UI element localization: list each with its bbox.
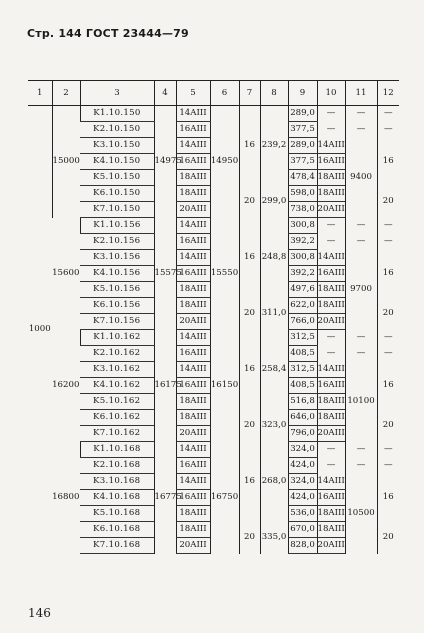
- mark-code: K7.10.162: [80, 426, 154, 442]
- page-header: Стр. 144 ГОСТ 23444—79: [27, 27, 189, 40]
- col12-value: 20: [377, 298, 399, 330]
- mass-value: 622,0: [288, 298, 317, 314]
- rebar-main: 20AIII: [176, 538, 210, 554]
- group-length-b: 16175: [154, 330, 176, 442]
- rebar-extra: 20AIII: [317, 538, 345, 554]
- reinforcement-table: [28, 80, 399, 554]
- col-header-8: 8: [260, 81, 288, 106]
- col11-dash: —: [345, 106, 377, 122]
- mass-value: 300,8: [288, 250, 317, 266]
- col12-value: 20: [377, 410, 399, 442]
- mark-code: K7.10.168: [80, 538, 154, 554]
- sub-value: 248,8: [260, 218, 288, 298]
- mass-value: 312,5: [288, 362, 317, 378]
- col11-dash: —: [345, 458, 377, 474]
- group-length-b: 14975: [154, 106, 176, 218]
- mass-value: 536,0: [288, 506, 317, 522]
- rebar-extra: —: [317, 218, 345, 234]
- rebar-extra: 14AIII: [317, 138, 345, 154]
- page-number: 146: [28, 606, 51, 620]
- col12-dash: —: [377, 346, 399, 362]
- rebar-extra: —: [317, 106, 345, 122]
- sub-diameter: 20: [239, 186, 260, 218]
- rebar-extra: 20AIII: [317, 426, 345, 442]
- sub-value: 311,0: [260, 298, 288, 330]
- col-header-10: 10: [317, 81, 345, 106]
- mark-code: K5.10.150: [80, 170, 154, 186]
- rebar-main: 16AIII: [176, 154, 210, 170]
- mass-value: 324,0: [288, 442, 317, 458]
- col1-value: 1000: [28, 324, 51, 335]
- col11-dash: —: [345, 346, 377, 362]
- group-length-c: 16150: [210, 330, 239, 442]
- col11-dash: —: [345, 330, 377, 346]
- mark-code: K2.10.150: [80, 122, 154, 138]
- col11-dash: —: [345, 122, 377, 138]
- col-header-4: 4: [154, 81, 176, 106]
- col12-value: 16: [377, 138, 399, 186]
- mark-code: K6.10.162: [80, 410, 154, 426]
- group-length-c: 14950: [210, 106, 239, 218]
- rebar-main: 18AIII: [176, 186, 210, 202]
- mark-code: K2.10.162: [80, 346, 154, 362]
- mark-code: K2.10.168: [80, 458, 154, 474]
- mass-value: 516,8: [288, 394, 317, 410]
- col12-value: 20: [377, 186, 399, 218]
- col-header-9: 9: [288, 81, 317, 106]
- rebar-extra: 18AIII: [317, 186, 345, 202]
- col11-value: 10100: [345, 362, 377, 442]
- col11-dash: —: [345, 234, 377, 250]
- mark-code: K4.10.162: [80, 378, 154, 394]
- col-header-11: 11: [345, 81, 377, 106]
- rebar-main: 18AIII: [176, 506, 210, 522]
- rebar-main: 16AIII: [176, 234, 210, 250]
- col12-dash: —: [377, 442, 399, 458]
- table-row: [28, 218, 399, 234]
- rebar-main: 14AIII: [176, 106, 210, 122]
- mass-value: 377,5: [288, 122, 317, 138]
- rebar-extra: 18AIII: [317, 506, 345, 522]
- mass-value: 289,0: [288, 138, 317, 154]
- rebar-main: 18AIII: [176, 282, 210, 298]
- mark-code: K6.10.156: [80, 298, 154, 314]
- mark-code: K1.10.156: [80, 218, 154, 234]
- group-length-c: 16750: [210, 442, 239, 554]
- mass-value: 766,0: [288, 314, 317, 330]
- sub-diameter: 20: [239, 410, 260, 442]
- mass-value: 324,0: [288, 474, 317, 490]
- rebar-extra: 18AIII: [317, 282, 345, 298]
- rebar-main: 14AIII: [176, 362, 210, 378]
- col12-value: 20: [377, 522, 399, 554]
- rebar-extra: —: [317, 458, 345, 474]
- col11-dash: —: [345, 442, 377, 458]
- mass-value: 796,0: [288, 426, 317, 442]
- rebar-main: 14AIII: [176, 138, 210, 154]
- mass-value: 497,6: [288, 282, 317, 298]
- rebar-main: 18AIII: [176, 170, 210, 186]
- mark-code: K5.10.168: [80, 506, 154, 522]
- col12-dash: —: [377, 458, 399, 474]
- rebar-extra: 16AIII: [317, 378, 345, 394]
- rebar-main: 16AIII: [176, 378, 210, 394]
- group-length-a: 16800: [52, 492, 80, 502]
- col-header-6: 6: [210, 81, 239, 106]
- rebar-extra: 16AIII: [317, 266, 345, 282]
- rebar-main: 16AIII: [176, 122, 210, 138]
- col11-value: 10500: [345, 474, 377, 554]
- group-length-a: 15000: [52, 106, 80, 218]
- rebar-extra: 18AIII: [317, 410, 345, 426]
- mass-value: 478,4: [288, 170, 317, 186]
- col11-dash: —: [345, 218, 377, 234]
- mark-code: K1.10.162: [80, 330, 154, 346]
- mass-value: 670,0: [288, 522, 317, 538]
- rebar-extra: 14AIII: [317, 362, 345, 378]
- mass-value: 377,5: [288, 154, 317, 170]
- sub-diameter: 20: [239, 522, 260, 554]
- rebar-main: 20AIII: [176, 426, 210, 442]
- col12-dash: —: [377, 234, 399, 250]
- rebar-extra: 18AIII: [317, 170, 345, 186]
- sub-diameter: 16: [239, 218, 260, 298]
- rebar-main: 20AIII: [176, 202, 210, 218]
- col12-value: 16: [377, 474, 399, 522]
- rebar-main: 18AIII: [176, 410, 210, 426]
- group-length-b: 15575: [154, 218, 176, 330]
- rebar-extra: —: [317, 442, 345, 458]
- column-number-row: [28, 81, 399, 106]
- sub-value: 299,0: [260, 186, 288, 218]
- rebar-extra: —: [317, 234, 345, 250]
- col-header-12: 12: [377, 81, 399, 106]
- sub-value: 268,0: [260, 442, 288, 522]
- rebar-extra: —: [317, 330, 345, 346]
- rebar-main: 14AIII: [176, 250, 210, 266]
- sub-value: 258,4: [260, 330, 288, 410]
- col-header-5: 5: [176, 81, 210, 106]
- rebar-extra: 18AIII: [317, 298, 345, 314]
- col12-dash: —: [377, 330, 399, 346]
- group-length-a: 16200: [52, 380, 80, 390]
- table-row: [28, 330, 399, 346]
- mass-value: 424,0: [288, 490, 317, 506]
- col12-value: 16: [377, 250, 399, 298]
- mass-value: 408,5: [288, 378, 317, 394]
- rebar-extra: 18AIII: [317, 394, 345, 410]
- col12-dash: —: [377, 218, 399, 234]
- rebar-main: 14AIII: [176, 330, 210, 346]
- sub-value: 335,0: [260, 522, 288, 554]
- mark-code: K4.10.150: [80, 154, 154, 170]
- table-row: [28, 442, 399, 458]
- table-row: [28, 106, 399, 122]
- rebar-extra: 18AIII: [317, 522, 345, 538]
- rebar-main: 14AIII: [176, 474, 210, 490]
- rebar-main: 14AIII: [176, 442, 210, 458]
- rebar-main: 16AIII: [176, 346, 210, 362]
- sub-diameter: 16: [239, 330, 260, 410]
- group-length-c: 15550: [210, 218, 239, 330]
- mass-value: 646,0: [288, 410, 317, 426]
- mark-code: K7.10.150: [80, 202, 154, 218]
- mark-code: K1.10.168: [80, 442, 154, 458]
- rebar-main: 14AIII: [176, 218, 210, 234]
- col12-dash: —: [377, 106, 399, 122]
- col12-dash: —: [377, 122, 399, 138]
- sub-diameter: 20: [239, 298, 260, 330]
- rebar-extra: 16AIII: [317, 154, 345, 170]
- col-header-2: 2: [52, 81, 80, 106]
- mass-value: 392,2: [288, 234, 317, 250]
- mark-code: K1.10.150: [80, 106, 154, 122]
- rebar-extra: —: [317, 346, 345, 362]
- mark-code: K3.10.156: [80, 250, 154, 266]
- col-header-1: 1: [28, 81, 52, 106]
- col12-value: 16: [377, 362, 399, 410]
- table-body: [28, 106, 399, 554]
- mass-value: 392,2: [288, 266, 317, 282]
- mark-code: K3.10.168: [80, 474, 154, 490]
- mark-code: K4.10.156: [80, 266, 154, 282]
- group-length-a: 15600: [52, 268, 80, 278]
- rebar-main: 16AIII: [176, 266, 210, 282]
- mass-value: 598,0: [288, 186, 317, 202]
- mark-code: K6.10.168: [80, 522, 154, 538]
- group-length-b: 16775: [154, 442, 176, 554]
- mark-code: K4.10.168: [80, 490, 154, 506]
- rebar-main: 16AIII: [176, 490, 210, 506]
- mark-code: K3.10.150: [80, 138, 154, 154]
- rebar-extra: 14AIII: [317, 250, 345, 266]
- mark-code: K3.10.162: [80, 362, 154, 378]
- mass-value: 424,0: [288, 458, 317, 474]
- mass-value: 312,5: [288, 330, 317, 346]
- rebar-extra: 16AIII: [317, 490, 345, 506]
- rebar-extra: 20AIII: [317, 314, 345, 330]
- rebar-main: 18AIII: [176, 298, 210, 314]
- rebar-main: 20AIII: [176, 314, 210, 330]
- mass-value: 300,8: [288, 218, 317, 234]
- sub-value: 239,2: [260, 106, 288, 186]
- rebar-extra: 20AIII: [317, 202, 345, 218]
- col-header-3: 3: [80, 81, 154, 106]
- rebar-main: 18AIII: [176, 522, 210, 538]
- mark-code: K5.10.156: [80, 282, 154, 298]
- mass-value: 289,0: [288, 106, 317, 122]
- col-header-7: 7: [239, 81, 260, 106]
- sub-value: 323,0: [260, 410, 288, 442]
- sub-diameter: 16: [239, 442, 260, 522]
- col11-value: 9700: [345, 250, 377, 330]
- sub-diameter: 16: [239, 106, 260, 186]
- mark-code: K6.10.150: [80, 186, 154, 202]
- mark-code: K2.10.156: [80, 234, 154, 250]
- mark-code: K7.10.156: [80, 314, 154, 330]
- rebar-main: 16AIII: [176, 458, 210, 474]
- mark-code: K5.10.162: [80, 394, 154, 410]
- rebar-main: 18AIII: [176, 394, 210, 410]
- mass-value: 408,5: [288, 346, 317, 362]
- rebar-extra: —: [317, 122, 345, 138]
- mass-value: 738,0: [288, 202, 317, 218]
- col11-value: 9400: [345, 138, 377, 218]
- rebar-extra: 14AIII: [317, 474, 345, 490]
- mass-value: 828,0: [288, 538, 317, 554]
